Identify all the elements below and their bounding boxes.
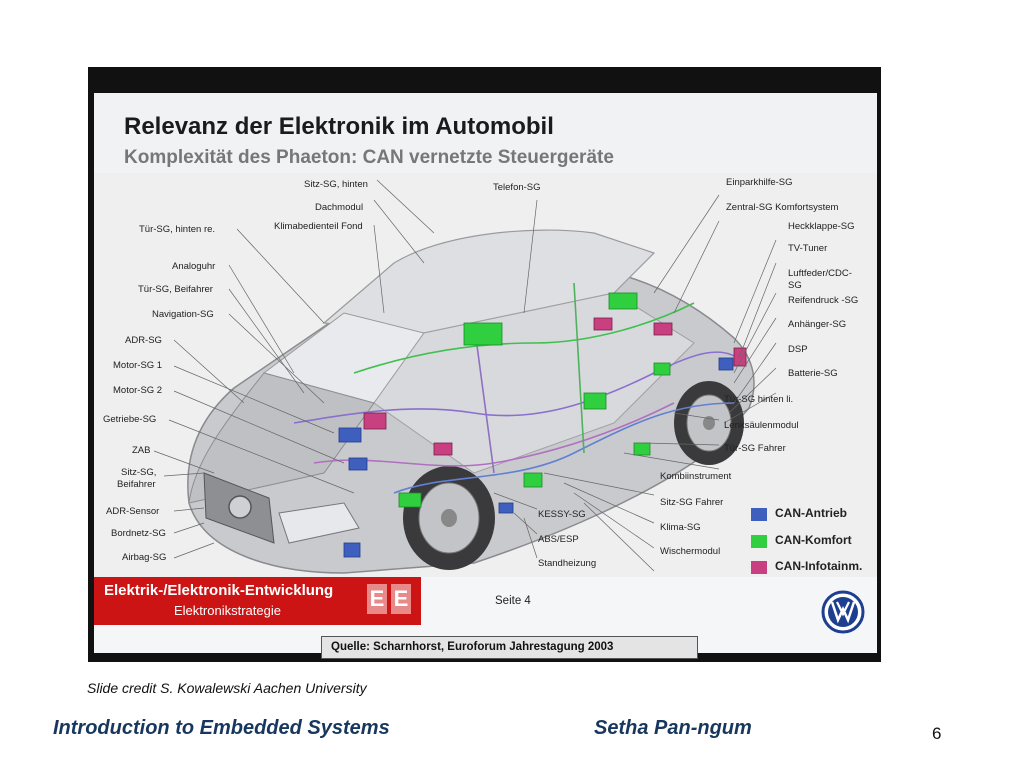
label-airbag-sg: Airbag-SG bbox=[122, 552, 167, 563]
banner-title: Elektrik-/Elektronik-Entwicklung bbox=[104, 582, 334, 599]
slide-image bbox=[88, 67, 881, 662]
label-einparkhilfe-sg: Einparkhilfe-SG bbox=[726, 177, 793, 188]
legend-label: CAN-Infotainm. bbox=[775, 559, 863, 573]
slide-inner bbox=[94, 93, 877, 653]
legend-label: CAN-Antrieb bbox=[775, 506, 847, 520]
footer-course-title: Introduction to Embedded Systems bbox=[53, 717, 390, 739]
label-anhaenger-sg: Anhänger-SG bbox=[788, 319, 847, 330]
legend-label: CAN-Komfort bbox=[775, 533, 852, 547]
label-standheizung: Standheizung bbox=[538, 558, 597, 569]
label-sitz-sg-fahrer: Sitz-SG Fahrer bbox=[660, 497, 724, 508]
label-tuer-sg-hinten-li: Tür-SG hinten li. bbox=[724, 394, 794, 405]
slide-header bbox=[94, 93, 877, 173]
label-zab: ZAB bbox=[132, 445, 151, 456]
label-tuer-sg-fahrer: Tür-SG Fahrer bbox=[724, 443, 786, 454]
slide-title: Relevanz der Elektronik im Automobil bbox=[124, 113, 554, 140]
label-wischermodul: Wischermodul bbox=[660, 546, 721, 557]
label-adr-sg: ADR-SG bbox=[125, 335, 162, 346]
label-tuer-sg-hinten-re: Tür-SG, hinten re. bbox=[139, 224, 216, 235]
slide-credit: Slide credit S. Kowalewski Aachen University bbox=[87, 680, 367, 696]
label-zentral-sg: Zentral-SG Komfortsystem bbox=[726, 202, 839, 213]
label-sitz-sg-beifahrer-1: Sitz-SG, bbox=[121, 467, 157, 478]
label-getriebe-sg: Getriebe-SG bbox=[103, 414, 157, 425]
page-number: 6 bbox=[932, 724, 942, 743]
label-luftfeder-2: SG bbox=[788, 280, 802, 291]
label-heckklappe-sg: Heckklappe-SG bbox=[788, 221, 855, 232]
front-wheel bbox=[403, 466, 495, 570]
ee-logo-letter: E bbox=[391, 584, 411, 614]
label-sitz-sg-hinten: Sitz-SG, hinten bbox=[304, 179, 368, 190]
label-klima-sg: Klima-SG bbox=[660, 522, 701, 533]
footer-author: Setha Pan-ngum bbox=[594, 717, 752, 739]
legend-swatch-green bbox=[751, 535, 767, 548]
label-batterie-sg: Batterie-SG bbox=[788, 368, 838, 379]
label-telefon-sg: Telefon-SG bbox=[493, 182, 541, 193]
label-navigation-sg: Navigation-SG bbox=[152, 309, 214, 320]
label-motor-sg-1: Motor-SG 1 bbox=[113, 360, 163, 371]
label-bordnetz-sg: Bordnetz-SG bbox=[111, 528, 166, 539]
vw-badge-car bbox=[229, 496, 251, 518]
slide-page-label: Seite 4 bbox=[495, 595, 531, 607]
label-tuer-sg-beifahrer: Tür-SG, Beifahrer bbox=[138, 284, 213, 295]
legend-swatch-magenta bbox=[751, 561, 767, 574]
label-abs-esp: ABS/ESP bbox=[538, 534, 579, 545]
label-tv-tuner: TV-Tuner bbox=[788, 243, 828, 254]
label-sitz-sg-beifahrer-2: Beifahrer bbox=[117, 479, 156, 490]
label-dachmodul: Dachmodul bbox=[315, 202, 364, 213]
source-box: Quelle: Scharnhorst, Euroforum Jahrestagung 2003 bbox=[321, 636, 698, 659]
slide-subtitle: Komplexität des Phaeton: CAN vernetzte Steuergeräte bbox=[124, 147, 614, 168]
label-lenksaeulenmodul: Lenksäulenmodul bbox=[724, 420, 799, 431]
label-motor-sg-2: Motor-SG 2 bbox=[113, 385, 163, 396]
ee-logo-letter: E bbox=[367, 584, 387, 614]
banner-subtitle: Elektronikstrategie bbox=[174, 603, 281, 618]
label-luftfeder-1: Luftfeder/CDC- bbox=[788, 268, 852, 279]
label-analoguhr: Analoguhr bbox=[172, 261, 216, 272]
label-dsp: DSP bbox=[788, 344, 808, 355]
label-kombiinstrument: Kombiinstrument bbox=[660, 471, 732, 482]
vw-logo-icon bbox=[821, 590, 865, 634]
label-kessy-sg: KESSY-SG bbox=[538, 509, 586, 520]
label-klimabedienteil-fond: Klimabedienteil Fond bbox=[274, 221, 363, 232]
label-adr-sensor: ADR-Sensor bbox=[106, 506, 160, 517]
legend-swatch-blue bbox=[751, 508, 767, 521]
label-reifendruck-sg: Reifendruck -SG bbox=[788, 295, 859, 306]
